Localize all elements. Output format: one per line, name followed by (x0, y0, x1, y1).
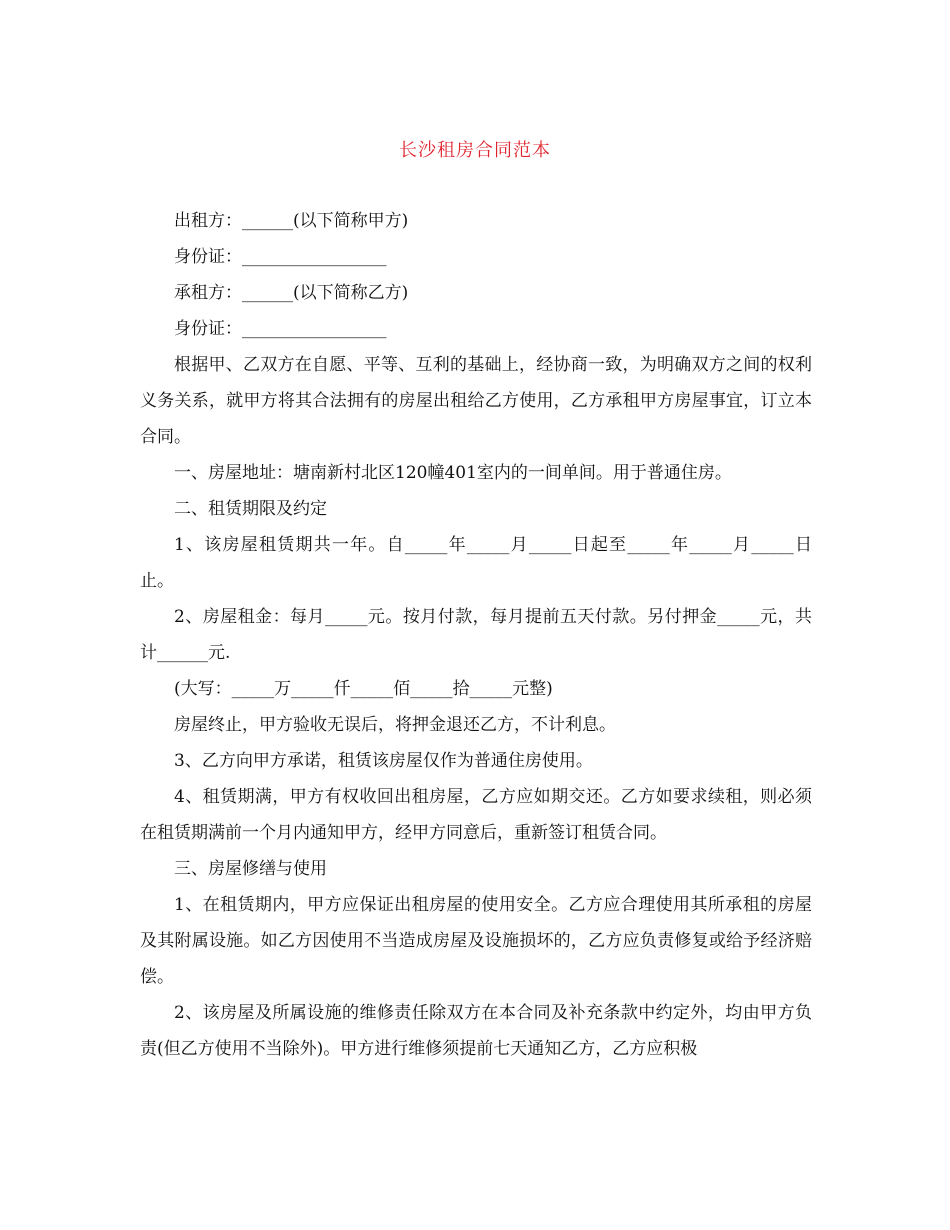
section-lease-term-heading: 二、租赁期限及约定 (174, 499, 327, 519)
clause-lease-period: 1、该房屋租赁期共一年。自_____年_____月_____日起至_____年_____月_____日止。 (140, 535, 812, 591)
clause-renewal: 4、租赁期满，甲方有权收回出租房屋，乙方应如期交还。乙方如要求续租，则必须在租赁期满前一个月内通知甲方，经甲方同意后，重新签订租赁合同。 (140, 787, 812, 843)
lessee-line: 承租方：______(以下简称乙方) (174, 283, 409, 303)
clause-maintenance: 2、该房屋及所属设施的维修责任除双方在本合同及补充条款中约定外，均由甲方负责(但乙方使用不当除外)。甲方进行维修须提前七天通知乙方，乙方应积极 (140, 1003, 812, 1059)
section-repair-heading: 三、房屋修缮与使用 (174, 859, 327, 879)
clause-safety: 1、在租赁期内，甲方应保证出租房屋的使用安全。乙方应合理使用其所承租的房屋及其附属设施。如乙方因使用不当造成房屋及设施损坏的，乙方应负责修复或给予经济赔偿。 (140, 895, 812, 987)
clause-rent: 2、房屋租金：每月_____元。按月付款，每月提前五天付款。另付押金_____元，共计______元. (140, 607, 812, 663)
lessor-id-line: 身份证：_________________ (174, 247, 387, 267)
lessor-line: 出租方：______(以下简称甲方) (174, 211, 409, 231)
clause-deposit-return: 房屋终止，甲方验收无误后，将押金退还乙方，不计利息。 (174, 715, 616, 735)
preamble-paragraph: 根据甲、乙双方在自愿、平等、互利的基础上，经协商一致，为明确双方之间的权利义务关系，就甲方将其合法拥有的房屋出租给乙方使用，乙方承租甲方房屋事宜，订立本合同。 (140, 355, 812, 447)
clause-usage-promise: 3、乙方向甲方承诺，租赁该房屋仅作为普通住房使用。 (174, 751, 593, 771)
clause-rent-capital: (大写：_____万_____仟_____佰_____拾_____元整) (174, 679, 553, 699)
section-house-address: 一、房屋地址：塘南新村北区120幢401室内的一间单间。用于普通住房。 (174, 463, 732, 483)
document-body (140, 203, 812, 1067)
lessee-id-line: 身份证：_________________ (174, 319, 387, 339)
document-title: 长沙租房合同范本 (399, 140, 551, 161)
